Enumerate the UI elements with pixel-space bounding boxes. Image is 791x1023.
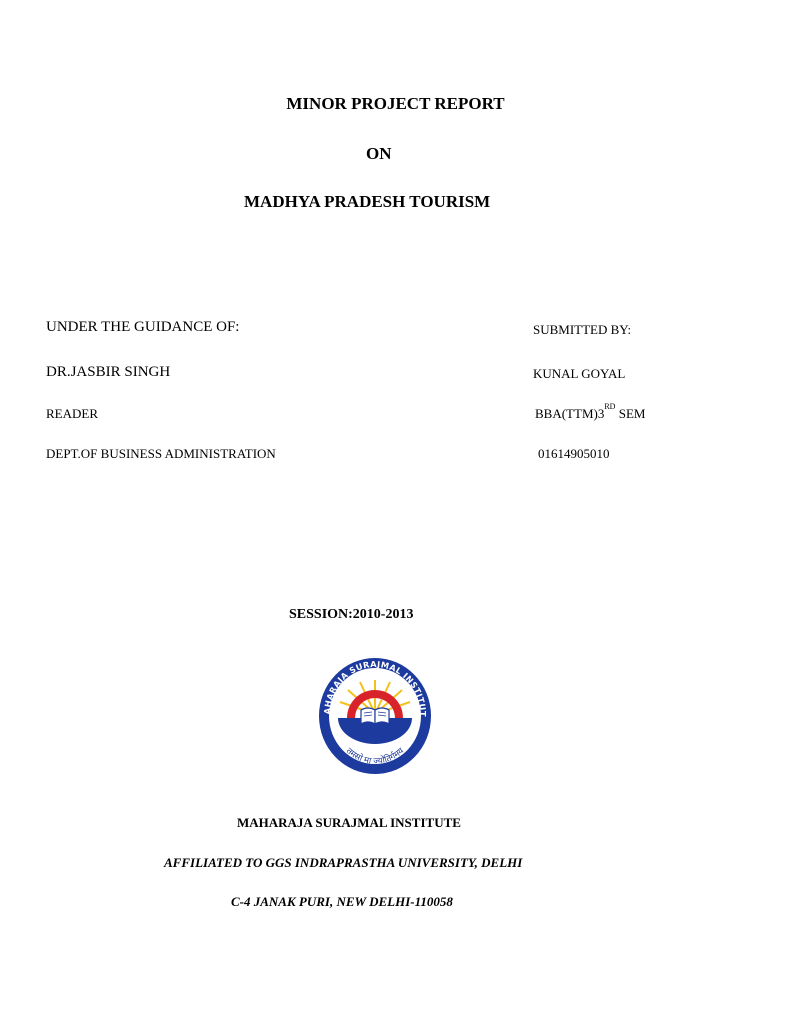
institute-name: MAHARAJA SURAJMAL INSTITUTE bbox=[237, 815, 461, 830]
report-title-on: ON bbox=[366, 144, 392, 163]
institute-address: C-4 JANAK PURI, NEW DELHI-110058 bbox=[231, 894, 453, 909]
course-prefix: BBA(TTM)3 bbox=[535, 406, 605, 421]
session-label: SESSION:2010-2013 bbox=[289, 607, 414, 622]
institute-emblem-icon bbox=[316, 652, 434, 784]
institute-logo bbox=[316, 652, 434, 784]
student-course bbox=[535, 402, 646, 422]
course-suffix: SEM bbox=[615, 406, 646, 421]
student-name: KUNAL GOYAL bbox=[533, 366, 626, 381]
course-superscript: RD bbox=[604, 402, 616, 411]
guidance-heading: UNDER THE GUIDANCE OF: bbox=[46, 319, 240, 335]
logo-ring-text: AHARAJA SURAJMAL INSTITUT bbox=[321, 658, 429, 717]
student-roll-number: 01614905010 bbox=[538, 446, 610, 461]
open-book-icon bbox=[361, 708, 389, 724]
guide-department: DEPT.OF BUSINESS ADMINISTRATION bbox=[46, 446, 276, 461]
logo-motto-text: तमसो मा ज्योतिर्गमय bbox=[343, 746, 407, 767]
report-subject: MADHYA PRADESH TOURISM bbox=[244, 192, 491, 211]
submitted-by-heading: SUBMITTED BY: bbox=[533, 322, 632, 337]
affiliation-line: AFFILIATED TO GGS INDRAPRASTHA UNIVERSITY, DELHI bbox=[164, 855, 523, 870]
guide-designation: READER bbox=[46, 406, 98, 421]
guide-name: DR.JASBIR SINGH bbox=[46, 364, 171, 380]
report-title: MINOR PROJECT REPORT bbox=[286, 94, 505, 113]
